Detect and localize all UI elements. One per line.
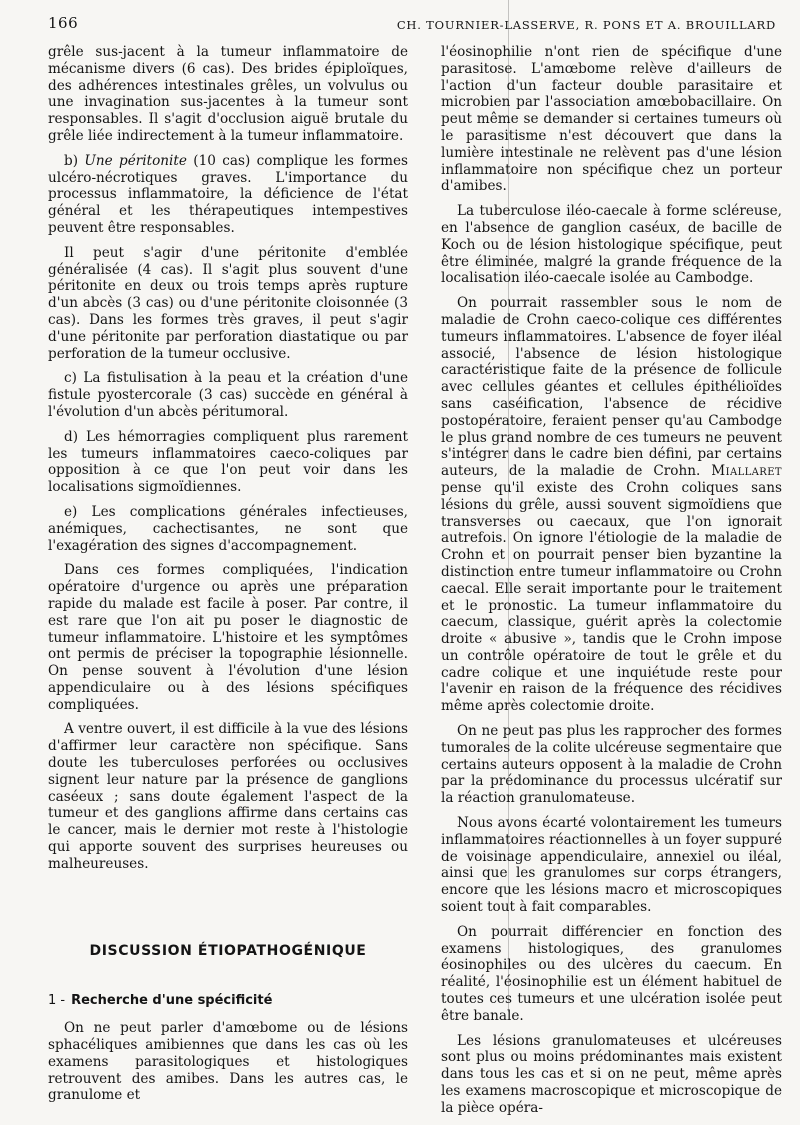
section-heading: DISCUSSION ÉTIOPATHOGÉNIQUE [89, 942, 367, 959]
paragraph: Dans ces formes compliquées, l'indication opératoire d'urgence ou après une préparation rapide du malade est facile à poser. Par contre, il est rare que l'on ait pu poser le diagnostic de tumeur inflammatoire. L'histoire et les symptômes ont permis de préciser la topographie lésionnelle. On pense souvent à l'évolution d'une lésion appendiculaire ou à des lésions spécifiques compliquées. [48, 562, 408, 713]
paragraph: grêle sus-jacent à la tumeur inflammatoire de mécanisme divers (6 cas). Des brides épiploïques, des adhérences intestinales grêles, un volvulus ou une invagination sus-jacentes à la tumeur sont responsables. Il s'agit d'occlusion aiguë brutale du grêle liée indirectement à la tumeur inflammatoire. [48, 44, 408, 144]
paragraph-lead: b) [64, 152, 85, 169]
paragraph-rest: (10 cas) complique les formes ulcéro-nécrotiques graves. L'importance du processus inflammatoire, la déficience de l'état général et les thérapeutiques intempestives peuvent être responsables. [48, 152, 408, 236]
running-head: CH. TOURNIER-LASSERVE, R. PONS ET A. BROUILLARD [396, 18, 776, 32]
paragraph: La tuberculose iléo-caecale à forme scléreuse, en l'absence de ganglion caséux, de bacille de Koch ou de lésion histologique spécifique, peut être éliminée, malgré la grande fréquence de la localisation iléo-caecale isolée au Cambodge. [441, 203, 782, 287]
paragraph: d) Les hémorragies compliquent plus rarement les tumeurs inflammatoires caeco-coliques par opposition à ce que l'on peut voir dans les localisations sigmoïdiennes. [48, 428, 408, 496]
author-name: Miallaret [711, 463, 782, 480]
paragraph: Nous avons écarté volontairement les tumeurs inflammatoires réactionnelles à un foyer suppuré de voisinage appendiculaire, annexiel ou iléal, ainsi que les granulomes sur corps étrangers, encore que les lésions macro et microscopiques soient tout à fait comparables. [441, 815, 782, 916]
subheading-number: 1 - [48, 993, 66, 1009]
right-column [441, 44, 782, 1125]
paragraph [48, 153, 408, 237]
paragraph: On pourrait différencier en fonction des examens histologiques, des granulomes éosinophiles ou des ulcères du caecum. En réalité, l'éosinophilie est un élément habituel de toutes ces tumeurs et une ulcération isolée peut être banale. [441, 923, 782, 1024]
paragraph: On ne peut parler d'amœbome ou de lésions sphacéliques amibiennes que dans les cas où les examens parasitologiques et histologiques retrouvent des amibes. Dans les autres cas, le granulome et [48, 1020, 408, 1104]
left-column [48, 44, 408, 1112]
paragraph: c) La fistulisation à la peau et la création d'une fistule pyostercorale (3 cas) succède en général à l'évolution d'un abcès péritumoral. [48, 370, 408, 420]
paragraph: Les lésions granulomateuses et ulcéreuses sont plus ou moins prédominantes mais existent dans tous les cas et si on ne peut, même après les examens macroscopique et microscopique de la pièce opéra- [441, 1032, 782, 1116]
paragraph [441, 295, 782, 715]
subheading-text: Recherche d'une spécificité [71, 993, 273, 1009]
paragraph: A ventre ouvert, il est difficile à la vue des lésions d'affirmer leur caractère non spécifique. Sans doute les tuberculoses perforées ou occlusives signent leur nature par la présence de ganglions caséeux ; sans doute également l'aspect de la tumeur et des ganglions affirme dans certains cas le cancer, mais le dernier mot reste à l'histologie qui apporte souvent des surprises heureuses ou malheureuses. [48, 721, 408, 872]
paragraph: Il peut s'agir d'une péritonite d'emblée généralisée (4 cas). Il s'agit plus souvent d'une péritonite en deux ou trois temps après rupture d'un abcès (3 cas) ou d'une péritonite cloisonnée (3 cas). Dans les formes très graves, il peut s'agir d'une péritonite par perforation diastatique ou par perforation de la tumeur occlusive. [48, 244, 408, 362]
paragraph: On ne peut pas plus les rapprocher des formes tumorales de la colite ulcéreuse segmentaire que certains auteurs opposent à la maladie de Crohn par la prédominance du processus ulcératif sur la réaction granulomateuse. [441, 723, 782, 807]
paragraph: e) Les complications générales infectieuses, anémiques, cachectisantes, ne sont que l'exagération des signes d'accompagnement. [48, 503, 408, 554]
paragraph: l'éosinophilie n'ont rien de spécifique d'une parasitose. L'amœbome relève d'ailleurs de l'action d'un facteur double parasitaire et microbien par l'association amœbobacillaire. On peut même se demander si certaines tumeurs où le parasitisme n'est découvert que dans la lumière intestinale ne relèvent pas d'une lésion inflammatoire non spécifique chez un porteur d'amibes. [441, 44, 782, 195]
paragraph-before: On pourrait rassembler sous le nom de maladie de Crohn caeco-colique ces différentes tumeurs inflammatoires. L'absence de foyer iléal associé, l'absence de lésion histologique caractéristique faite de la présence de follicule avec cellules géantes et cellules épithélioïdes sans caséification, l'absence de récidive postopératoire, feraient penser qu'au Cambodge le plus grand nombre de ces tumeurs ne peuvent s'intégrer dans le cadre bien défini, par certains auteurs, de la maladie de Crohn. [441, 295, 782, 480]
paragraph-after: pense qu'il existe des Crohn coliques sans lésions du grêle, aussi souvent sigmoïdiens que transverses ou caecaux, que l'on ignorait autrefois. On ignore l'étiologie de la maladie de Crohn et on pourrait penser bien byzantine la distinction entre tumeur inflammatoire ou Crohn caecal. Elle serait importante pour le traitement et le pronostic. La tumeur inflammatoire du caecum, classique, guérit après la colectomie droite « abusive », tandis que le Crohn impose un contrôle opératoire de tout le grêle et du cadre colique et une inquiétude reste pour l'avenir en raison de la fréquence des récidives même après colectomie droite. [441, 479, 782, 715]
subheading [48, 993, 408, 1010]
page-number: 166 [48, 14, 79, 32]
emphasis: Une péritonite [84, 152, 187, 169]
